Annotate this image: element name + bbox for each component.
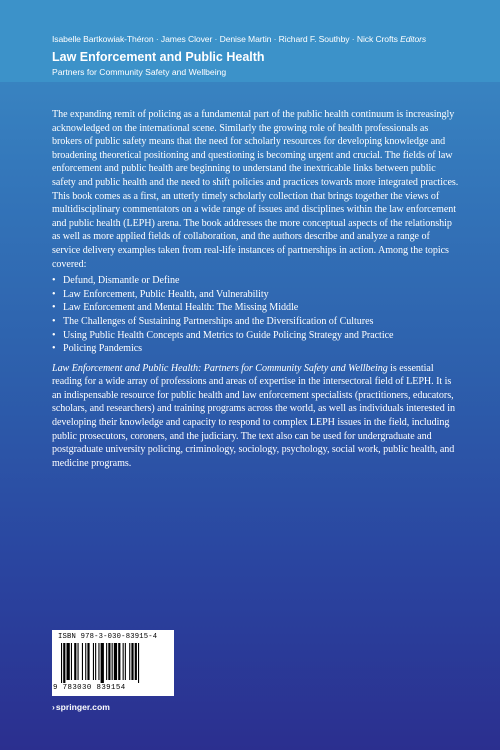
editors-line	[52, 34, 492, 45]
barcode-bar	[125, 643, 126, 680]
barcode-bar	[71, 643, 72, 680]
barcode-bar	[112, 643, 113, 680]
barcode-bar	[123, 643, 124, 680]
barcode-bar	[63, 643, 65, 683]
blurb	[52, 108, 460, 470]
barcode-bar	[85, 643, 86, 680]
editor-name: Richard F. Southby	[278, 34, 350, 44]
blurb-intro: The expanding remit of policing as a fundamental part of the public health continuum is increasingly acknowledged on the international scene. Similarly the growing role of health professionals as brokers of public safety means that the need for scholarly resources for developing knowledge and broadening theoretical positioning and questioning is becoming urgent and crucial. The fields of law enforcement and public health are beginning to understand the inextricable links between public safety and public health and the need to shift policies and practices towards more integrated practices. This book comes as a first, an utterly timely scholarly collection that brings together the views of multidisciplinary commentators on a wide range of issues and disciplines within the law enforcement and public health (LEPH) arena. The book addresses the more conceptual aspects of the relationship as well as more applied fields of collaboration, and the authors describe and analyze a range of service delivery examples taken from real-life instances of partnerships in action. Among the topics covered:	[52, 109, 459, 270]
topic-item: • Law Enforcement, Public Health, and Vulnerability	[52, 288, 460, 302]
barcode-bar	[114, 643, 117, 680]
book-subtitle: Partners for Community Safety and Wellbeing	[52, 67, 227, 77]
barcode-bar	[118, 643, 120, 680]
springer-link[interactable]	[52, 702, 110, 713]
isbn-text: ISBN 978-3-030-83915-4	[58, 633, 158, 641]
barcode-bar	[93, 643, 94, 680]
barcode-bar	[131, 643, 133, 680]
barcode-bar	[98, 643, 99, 680]
barcode-bar	[87, 643, 89, 680]
barcode-box	[52, 630, 174, 696]
topic-item: • Defund, Dismantle or Define	[52, 274, 460, 288]
topics-list	[52, 274, 460, 356]
barcode-bar	[95, 643, 96, 680]
barcode-bar	[129, 643, 130, 680]
barcode-number: 9 783030 839154	[53, 684, 126, 692]
topic-item: • Law Enforcement and Mental Health: The Missing Middle	[52, 301, 460, 315]
barcode-bar	[135, 643, 137, 680]
barcode-bar	[67, 643, 70, 680]
editor-name: Isabelle Bartkowiak-Théron	[52, 34, 154, 44]
editor-name: Nick Crofts	[356, 34, 398, 44]
barcode-bar	[106, 643, 107, 680]
blurb-closing	[52, 362, 460, 471]
editor-name: Denise Martin	[219, 34, 272, 44]
barcode-bar	[82, 643, 83, 680]
editor-separator: ·	[155, 34, 159, 44]
topic-item: • Policing Pandemics	[52, 342, 460, 356]
barcode-bar	[78, 643, 79, 680]
barcode-bars	[60, 643, 168, 683]
barcode-bar	[61, 643, 62, 683]
topic-item: • Using Public Health Concepts and Metrics to Guide Policing Strategy and Practice	[52, 329, 460, 343]
editor-separator: ·	[273, 34, 277, 44]
editor-separator: ·	[351, 34, 355, 44]
barcode-bar	[108, 643, 110, 680]
barcode-bar	[138, 643, 139, 683]
closing-book-title: Law Enforcement and Public Health: Partners for Community Safety and Wellbeing	[52, 362, 388, 374]
editors-label: Editors	[400, 34, 427, 44]
closing-text: is essential reading for a wide array of professions and areas of expertise in the intersectoral field of LEPH. It is an indispensable resource for public health and law enforcement specialists (practitioners, educators, scholars, and researchers) and training programs across the world, as well as individuals interested in developing their knowledge and capacity to respond to complex LEPH issues in the field, including public prosecutors, coroners, and the judiciary. The text also can be used for undergraduate and postgraduate university policing, criminology, sociology, psychology, social work, public health, and medicine programs.	[52, 362, 455, 469]
editor-name: James Clover	[160, 34, 213, 44]
editor-separator: ·	[214, 34, 218, 44]
book-title: Law Enforcement and Public Health	[52, 50, 265, 64]
barcode-bar	[74, 643, 76, 680]
arrow-icon: ›	[52, 702, 55, 712]
topic-item: • The Challenges of Sustaining Partnerships and the Diversification of Cultures	[52, 315, 460, 329]
barcode-bar	[101, 643, 104, 683]
springer-link-text: springer.com	[55, 702, 110, 712]
